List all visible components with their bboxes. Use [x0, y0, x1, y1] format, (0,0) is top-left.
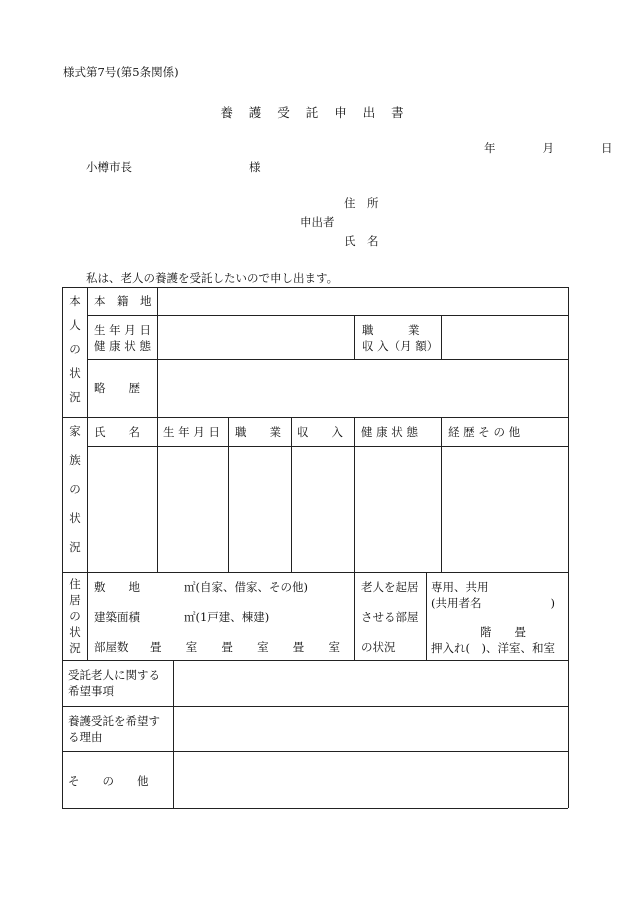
- building-area-unit: ㎡(1戸建、棟建): [184, 610, 270, 624]
- applicant-label: 申出者: [300, 215, 335, 229]
- room-use-line: 専用、共用: [431, 580, 489, 594]
- birthdate-label: 生 年 月 日: [94, 323, 151, 337]
- site-label: 敷 地: [94, 580, 140, 594]
- site-unit: ㎡(自家、借家、その他): [184, 580, 308, 594]
- family-status-heading: 家 族 の 状 況: [69, 424, 81, 554]
- history-label: 略 歴: [94, 381, 140, 395]
- family-entries-area[interactable]: [88, 447, 567, 571]
- occupation-label: 職 業: [362, 323, 420, 337]
- wishes-label: 受託老人に関する希望事項: [68, 668, 160, 698]
- addressee-honorific: 様: [249, 160, 261, 174]
- page-title: 養 護 受 託 申 出 書: [220, 105, 410, 120]
- building-area-label: 建築面積: [94, 610, 140, 624]
- name-label: 氏 名: [344, 234, 379, 248]
- reason-label: 養護受託を希望する理由: [68, 714, 160, 744]
- room-sharer-line: (共用者名 ): [431, 596, 555, 610]
- room-type-line: 押入れ( )、洋室、和室: [431, 641, 555, 655]
- address-label: 住 所: [344, 196, 379, 210]
- family-col-name: 氏 名: [94, 425, 140, 439]
- intro-text: 私は、老人の養護を受託したいので申し出ます。: [86, 271, 339, 285]
- domicile-label: 本 籍 地: [94, 294, 152, 308]
- family-col-occupation: 職 業: [235, 425, 281, 439]
- family-col-history: 経 歴 そ の 他: [448, 425, 521, 439]
- history-field[interactable]: [158, 360, 567, 416]
- self-status-heading: 本 人 の 状 況: [69, 294, 81, 404]
- rooms-unit: 畳: [292, 640, 305, 654]
- family-col-birthdate: 生 年 月 日: [163, 425, 220, 439]
- birthdate-health-field[interactable]: [158, 316, 353, 358]
- income-label: 収 入（月 額）: [362, 339, 439, 353]
- addressee: 小樽市長: [86, 160, 132, 174]
- rooms-unit: 室: [185, 640, 198, 654]
- health-label: 健 康 状 態: [94, 339, 151, 353]
- wishes-field[interactable]: [174, 661, 567, 705]
- domicile-field[interactable]: [158, 288, 567, 314]
- rooms-unit: 室: [328, 640, 340, 654]
- rooms-unit: 畳: [221, 640, 233, 654]
- occupation-income-field[interactable]: [442, 316, 567, 358]
- reason-field[interactable]: [174, 707, 567, 750]
- other-label: そ の 他: [68, 774, 149, 788]
- rooms-label: 部屋数: [94, 640, 129, 654]
- date-line: 年 月 日: [484, 141, 621, 155]
- other-field[interactable]: [174, 752, 567, 807]
- rooms-units: [150, 639, 340, 655]
- rooms-unit: 畳: [150, 640, 162, 654]
- elder-room-label-3: の状況: [361, 640, 396, 654]
- form-number: 様式第7号(第5条関係): [63, 65, 179, 79]
- family-col-health: 健 康 状 態: [361, 425, 418, 439]
- elder-room-label-1: 老人を起居: [361, 580, 419, 594]
- rooms-unit: 室: [257, 640, 269, 654]
- family-col-income: 収 入: [297, 425, 343, 439]
- floor-mat-line: 階 畳: [480, 625, 526, 639]
- housing-status-heading: 住 居 の 状 況: [69, 577, 81, 655]
- elder-room-label-2: させる部屋: [361, 610, 419, 624]
